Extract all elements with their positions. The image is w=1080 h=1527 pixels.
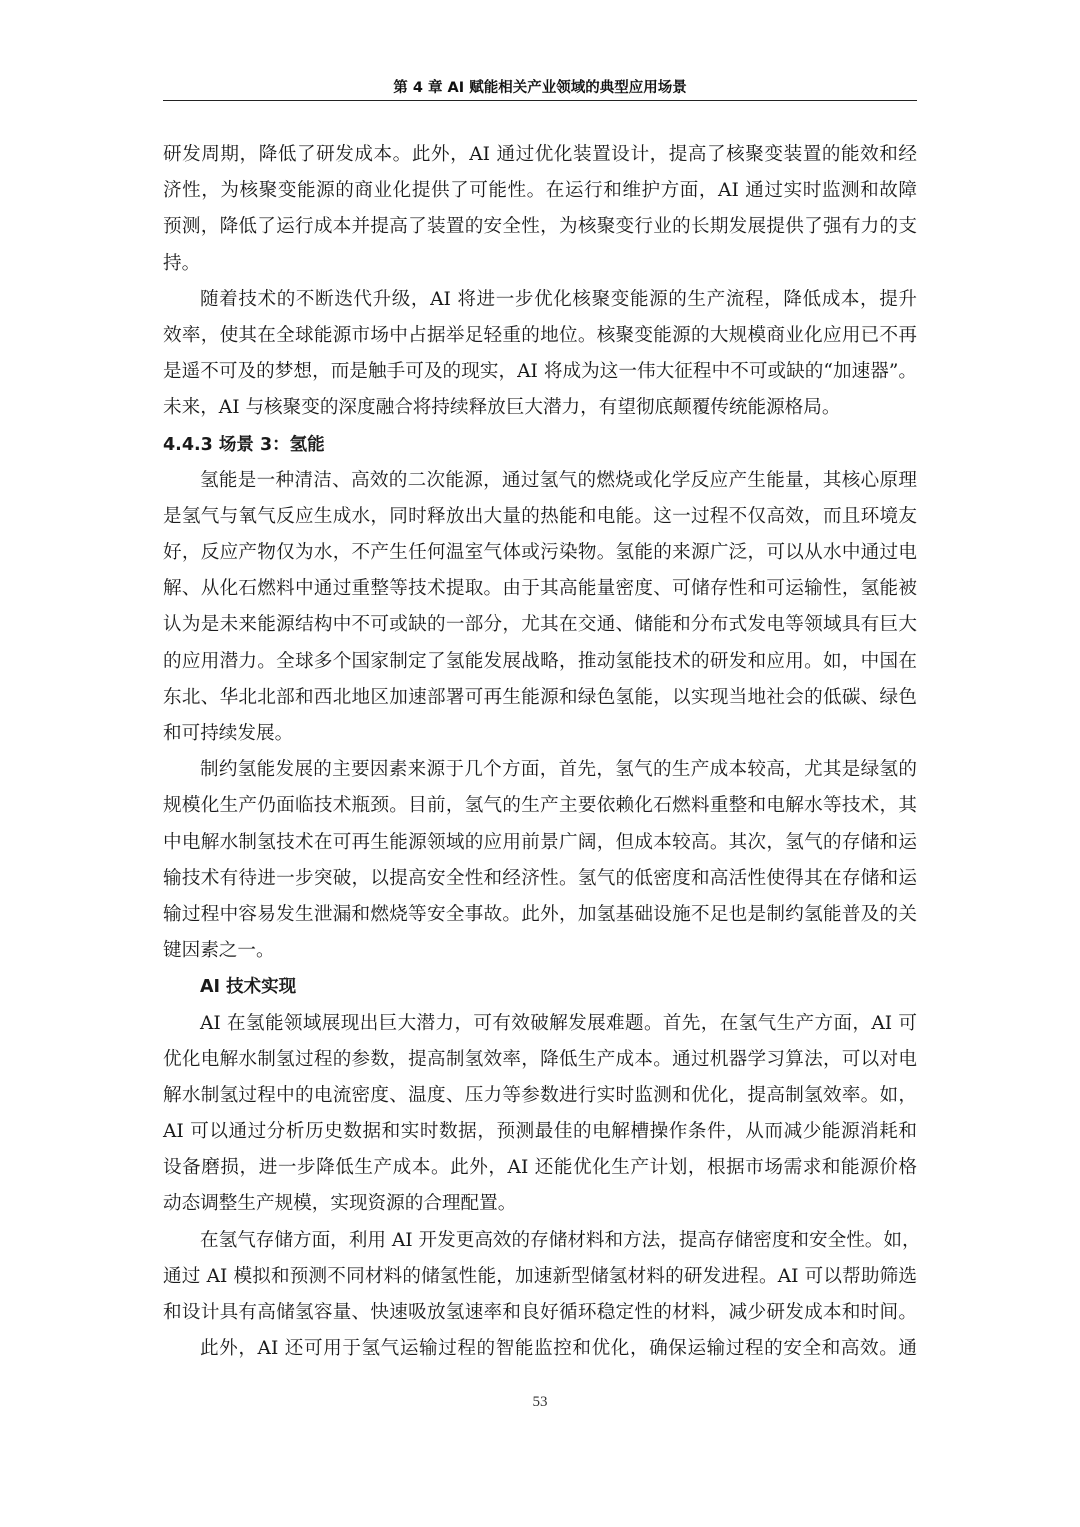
text-line: 是氢气与氧气反应生成水，同时释放出大量的热能和电能。这一过程不仅高效，而且环境友 [163, 505, 917, 527]
text-line: 东北、华北北部和西北地区加速部署可再生能源和绿色氢能，以实现当地社会的低碳、绿色 [163, 686, 917, 708]
text-line: 此外，AI 还可用于氢气运输过程的智能监控和优化，确保运输过程的安全和高效。通 [200, 1338, 917, 1360]
text-line: 键因素之一。 [163, 940, 275, 962]
text-line: 未来，AI 与核聚变的深度融合将持续释放巨大潜力，有望彻底颠覆传统能源格局。 [163, 397, 841, 419]
header-rule [163, 100, 917, 101]
text-line: AI 在氢能领域展现出巨大潜力，可有效破解发展难题。首先，在氢气生产方面，AI 可 [200, 1012, 917, 1034]
text-line: 制约氢能发展的主要因素来源于几个方面，首先，氢气的生产成本较高，尤其是绿氢的 [200, 759, 917, 781]
text-line: 氢能是一种清洁、高效的二次能源，通过氢气的燃烧或化学反应产生能量，其核心原理 [200, 469, 917, 491]
text-line: 认为是未来能源结构中不可或缺的一部分，尤其在交通、储能和分布式发电等领域具有巨大 [163, 614, 917, 636]
text-line: 规模化生产仍面临技术瓶颈。目前，氢气的生产主要依赖化石燃料重整和电解水等技术，其 [163, 795, 917, 817]
text-line: 持。 [163, 252, 201, 274]
text-line: 在氢气存储方面，利用 AI 开发更高效的存储材料和方法，提高存储密度和安全性。如， [200, 1229, 921, 1251]
paragraph [163, 463, 917, 753]
text-line: 的应用潜力。全球多个国家制定了氢能发展战略，推动氢能技术的研发和应用。如，中国在 [163, 650, 917, 672]
text-line: 和可持续发展。 [163, 723, 294, 744]
sub-heading: AI 技术实现 [200, 977, 297, 998]
text-line: 解、从化石燃料中通过重整等技术提取。由于其高能量密度、可储存性和可运输性，氢能被 [163, 578, 917, 600]
text-line: 随着技术的不断迭代升级，AI 将进一步优化核聚变能源的生产流程，降低成本，提升 [200, 288, 917, 310]
text-line: 是遥不可及的梦想，而是触手可及的现实，AI 将成为这一伟大征程中不可或缺的“加速器”。 [163, 361, 917, 383]
text-line: 好，反应产物仅为水，不产生任何温室气体或污染物。氢能的来源广泛，可以从水中通过电 [163, 542, 917, 564]
text-line: 效率，使其在全球能源市场中占据举足轻重的地位。核聚变能源的大规模商业化应用已不再 [163, 324, 917, 346]
text-line: 预测，降低了运行成本并提高了装置的安全性，为核聚变行业的长期发展提供了强有力的支 [163, 216, 917, 238]
text-line: 通过 AI 模拟和预测不同材料的储氢性能，加速新型储氢材料的研发进程。AI 可以帮助筛选 [163, 1265, 917, 1287]
paragraph [163, 282, 917, 427]
text-line: AI 可以通过分析历史数据和实时数据，预测最佳的电解槽操作条件，从而减少能源消耗和 [163, 1121, 917, 1143]
text-line: 动态调整生产规模，实现资源的合理配置。 [163, 1193, 517, 1215]
text-line: 解水制氢过程中的电流密度、温度、压力等参数进行实时监测和优化，提高制氢效率。如， [163, 1084, 917, 1106]
page-number: 53 [532, 1394, 548, 1410]
text-line: 优化电解水制氢过程的参数，提高制氢效率，降低生产成本。通过机器学习算法，可以对电 [163, 1048, 917, 1070]
running-header: 第 4 章 AI 赋能相关产业领域的典型应用场景 [393, 80, 687, 96]
paragraph [163, 1331, 917, 1367]
text-line: 和设计具有高储氢容量、快速吸放氢速率和良好循环稳定性的材料，减少研发成本和时间。 [163, 1302, 917, 1323]
text-line: 研发周期，降低了研发成本。此外，AI 通过优化装置设计，提高了核聚变装置的能效和经 [163, 144, 917, 165]
paragraph [163, 1223, 921, 1332]
paragraph-continuation [163, 137, 917, 282]
text-line: 中电解水制氢技术在可再生能源领域的应用前景广阔，但成本较高。其次，氢气的存储和运 [163, 831, 917, 853]
text-line: 输过程中容易发生泄漏和燃烧等安全事故。此外，加氢基础设施不足也是制约氢能普及的关 [163, 903, 917, 925]
paragraph [163, 752, 917, 969]
section-heading: 4.4.3 场景 3：氢能 [163, 434, 325, 455]
paragraph [163, 1006, 917, 1223]
text-line: 输技术有待进一步突破，以提高安全性和经济性。氢气的低密度和高活性使得其在存储和运 [163, 867, 917, 889]
body-text [163, 137, 921, 1367]
text-line: 济性，为核聚变能源的商业化提供了可能性。在运行和维护方面，AI 通过实时监测和故障 [163, 180, 917, 202]
text-line: 设备磨损，进一步降低生产成本。此外，AI 还能优化生产计划，根据市场需求和能源价格 [163, 1157, 917, 1179]
